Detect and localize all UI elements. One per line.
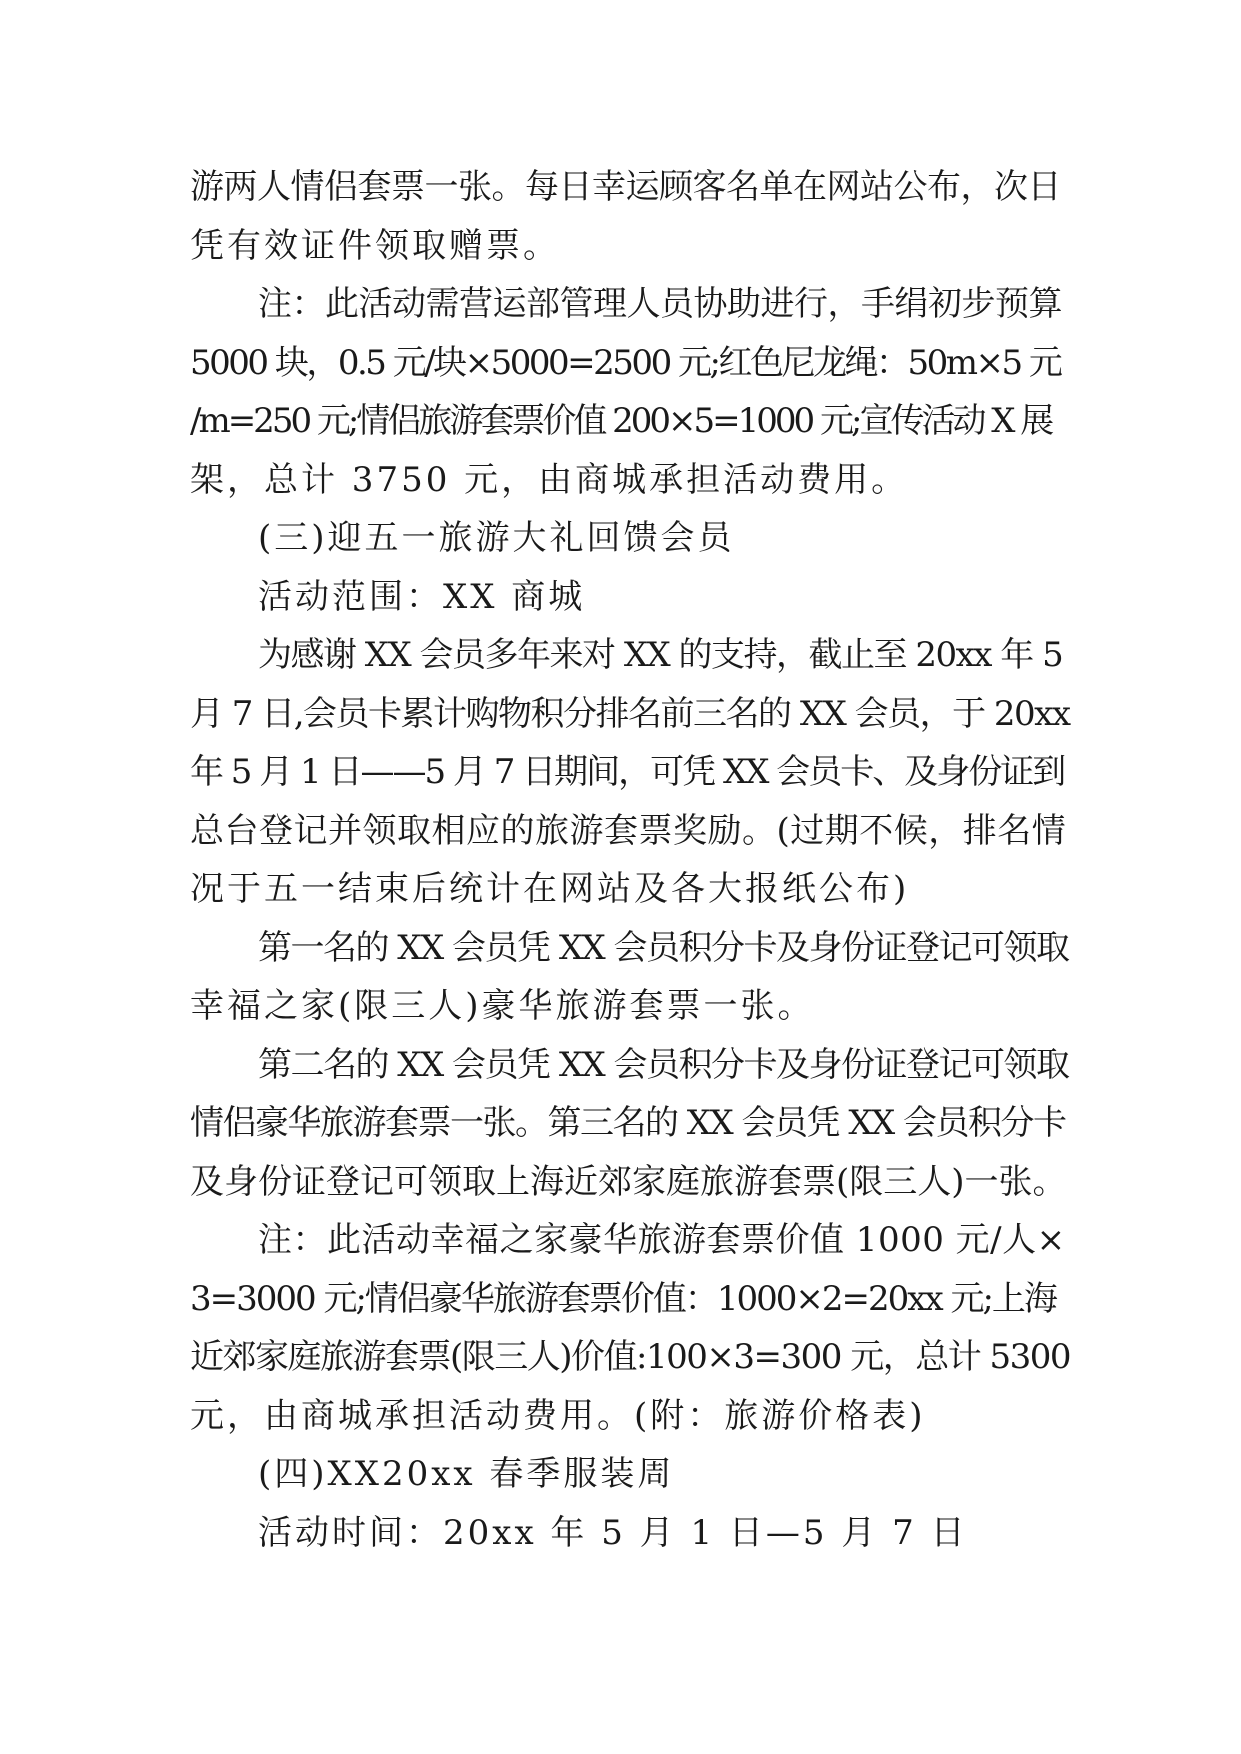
document-body: [190, 158, 1070, 1562]
text-line: 第二名的 XX 会员凭 XX 会员积分卡及身份证登记可领取: [258, 1044, 1069, 1085]
text-line: 况于五一结束后统计在网站及各大报纸公布): [190, 869, 910, 909]
text-line: 注：此活动幸福之家豪华旅游套票价值 1000 元/人×: [258, 1220, 1066, 1260]
text-line: 架，总计 3750 元，由商城承担活动费用。: [190, 459, 909, 500]
text-line: 幸福之家(限三人)豪华旅游套票一张。: [190, 986, 815, 1026]
text-line: 凭有效证件领取赠票。: [190, 225, 560, 266]
text-line: 注：此活动需营运部管理人员协助进行，手绢初步预算: [258, 284, 1062, 324]
text-line: 情侣豪华旅游套票一张。第三名的 XX 会员凭 XX 会员积分卡: [190, 1103, 1066, 1143]
text-line: 及身份证登记可领取上海近郊家庭旅游套票(限三人)一张。: [190, 1161, 1067, 1202]
section-heading: (三)迎五一旅游大礼回馈会员: [258, 518, 735, 558]
section-heading: (四)XX20xx 春季服装周: [258, 1454, 675, 1494]
text-line: 近郊家庭旅游套票(限三人)价值:100×3=300 元，总计 5300: [190, 1337, 1071, 1377]
text-line: 年 5 月 1 日——5 月 7 日期间，可凭 XX 会员卡、及身份证到: [190, 752, 1065, 792]
text-line: 第一名的 XX 会员凭 XX 会员积分卡及身份证登记可领取: [258, 927, 1069, 968]
text-line: 游两人情侣套票一张。每日幸运顾客名单在网站公布，次日: [190, 167, 1061, 207]
text-line: /m=250 元;情侣旅游套票价值 200×5=1000 元;宣传活动 X 展: [190, 401, 1052, 441]
text-line: 总台登记并领取相应的旅游套票奖励。(过期不候，排名情: [190, 810, 1067, 851]
text-line: 活动时间：20xx 年 5 月 1 日—5 月 7 日: [258, 1512, 968, 1553]
text-line: 活动范围：XX 商城: [258, 576, 586, 617]
text-line: 元，由商城承担活动费用。(附：旅游价格表): [190, 1395, 926, 1436]
text-line: 为感谢 XX 会员多年来对 XX 的支持，截止至 20xx 年 5: [258, 635, 1063, 675]
text-line: 月 7 日,会员卡累计购物积分排名前三名的 XX 会员，于 20xx: [190, 693, 1070, 734]
text-line: 5000 块，0.5 元/块×5000=2500 元;红色尼龙绳：50m×5 元: [190, 342, 1061, 383]
text-line: 3=3000 元;情侣豪华旅游套票价值：1000×2=20xx 元;上海: [190, 1278, 1056, 1319]
